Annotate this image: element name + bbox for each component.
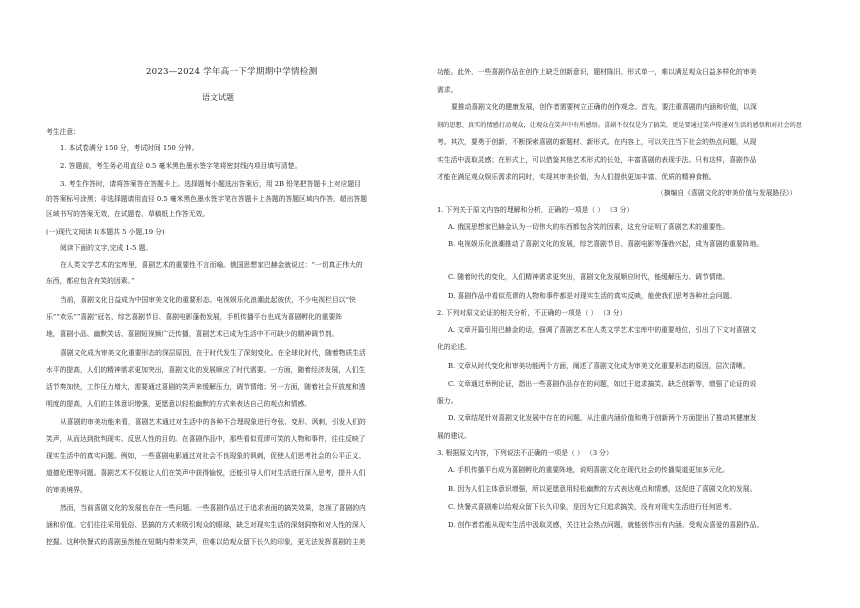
passage-line: 在人类文学艺术的宝库里，喜剧艺术的重要性不言而喻。俄国思想家巴赫金就说过：“一切真正伟大的 [60,261,363,269]
answer-option: C. 快餐式喜剧难以给观众留下长久印象，是因为它只追求搞笑，没有对现实生活进行任何思考。 [448,503,736,511]
question-stem: 3. 根据原文内容，下列说法不正确的一项是（ ） （3 分） [437,449,613,457]
answer-option: B. 电视娱乐化浪潮推动了喜剧文化的发展，综艺喜剧节目、喜剧电影等蓬勃兴起，成为喜剧的重要阵地。 [448,240,764,248]
passage-line: 要推动喜剧文化的健康发展，创作者需要树立正确的创作观念。首先，要注重喜剧的内涵和价值，以深 [451,103,757,111]
passage-line: 明度的提高，人们的主体意识增强，更愿意以轻松幽默的方式来表达自己的观点和情感。 [46,400,312,408]
passage-line: 地，喜剧小品、幽默笑话、喜剧短视频广泛传播，喜剧艺术已成为生活中不可缺少的精神调节剂。 [46,330,339,338]
passage-line: 东西，都应包含有笑的因素。” [46,277,135,285]
notice-line: 1. 本试卷满分 150 分，考试时间 150 分钟。 [60,144,199,152]
question-stem: 2. 下列对原文论证的相关分析，不正确的一项是（ ） （3 分） [437,309,627,317]
notice-line: 3. 考生作答时，请将答案答在答题卡上。选择题每小题选出答案后，用 2B 铅笔把答题卡上对应题目 [60,180,361,188]
passage-line: 道德伦理等问题。喜剧艺术不仅能让人们在笑声中获得愉悦，还能引导人们对生活进行深入思考，提升人们 [46,469,366,477]
passage-line: 功能。此外，一些喜剧作品在创作上缺乏创新意识，题材陈旧、形式单一，难以满足观众日益多样化的审美 [437,68,757,76]
passage-line: 乐”“欢乐”“喜剧”冠名，综艺喜剧节目、喜剧电影蓬勃发展，手机传播平台也成为喜剧孵化的重要阵 [46,313,343,321]
answer-option: A. 文章开篇引用巴赫金的话，强调了喜剧艺术在人类文学艺术宝库中的重要地位，引出了下文对喜剧文 [448,326,757,334]
passage-line: 的审美境界。 [46,486,87,494]
notice-line: 的答案标号涂黑；非选择题请用直径 0.5 毫米黑色墨水签字笔在答题卡上各题的答题区域内作答，超出答题 [46,195,367,203]
exam-title: 2023—2024 学年高一下学期期中学情检测 [146,67,318,77]
passage-line: 实生活中汲取灵感；在形式上，可以借鉴其他艺术形式的长处，丰富喜剧的表现手法。只有这样，喜剧作品 [437,156,757,164]
notice-line: 2. 答题前，考生务必用直径 0.5 毫米黑色墨水签字笔将密封线内项目填写清楚。 [60,162,302,170]
passage-line: 然而，当前喜剧文化的发展也存在一些问题。一些喜剧作品过于追求表面的搞笑效果，忽视了喜剧的内 [60,504,366,512]
answer-option: 服力。 [437,397,458,405]
answer-option: D. 文章结尾针对喜剧文化发展中存在的问题，从注重内涵价值和勇于创新两个方面提出了推动其健康发 [448,414,757,422]
exam-subtitle: 语文试题 [202,93,234,102]
answer-option: A. 手机传播平台成为喜剧孵化的重要阵地，说明喜剧文化在现代社会的传播渠道更加多元化。 [448,466,730,474]
answer-option: D. 创作者若能从现实生活中汲取灵感，关注社会热点问题，就能创作出有内涵、受观众喜爱的喜剧作品。 [448,521,764,529]
answer-option: B. 因为人们主体意识增强，所以更愿意用轻松幽默的方式表达观点和情感，这促进了喜剧文化的发展。 [448,485,757,493]
passage-line: 需求。 [437,86,458,94]
passage-line: 当前，喜剧文化日益成为中国审美文化的重要形态。电视娱乐化浪潮此起彼伏，不少电视栏目以“快 [60,296,356,304]
passage-line: 涵和价值。它们往往采用低俗、恶搞的方式来吸引观众的眼球，缺乏对现实生活的深刻洞察和对人性的深入 [46,521,366,529]
passage-line: 刻的思想、真实的情感打动观众，让观众在笑声中有所感悟。喜剧不仅仅是为了搞笑，更是要通过笑声传递对生活的感悟和对社会的思 [437,122,803,129]
answer-option: B. 文章从时代变化和审美功能两个方面，阐述了喜剧文化成为审美文化重要形态的原因，层次清晰。 [448,362,750,370]
section-heading: (一)现代文阅读 Ⅰ(本题共 5 小题,19 分) [46,228,165,236]
answer-option: C. 随着时代的变化，人们精神需求更突出，喜剧文化发展顺应时代，能缓解压力、调节情绪。 [448,273,730,281]
passage-source: （摘编自《喜剧文化的审美价值与发展路径》） [657,189,797,197]
passage-line: 现实生活中的真实问题。例如，一些喜剧电影通过对社会不良现象的讽刺，促使人们思考社会的公平正义、 [46,452,366,460]
passage-line: 从喜剧的审美功能来看，喜剧艺术通过对生活中的各种不合理现象进行夸张、变形、讽刺，引发人们的 [60,418,366,426]
notice-line: 区域书写的答案无效，在试题卷、草稿纸上作答无效。 [46,210,210,218]
passage-line: 活节奏加快，工作压力增大，需要通过喜剧的笑声来缓解压力，调节情绪；另一方面，随着社会开放度和透 [46,383,366,391]
answer-option: C. 文章通过举例论证，指出一些喜剧作品存在的问题，如过于追求搞笑、缺乏创新等，增强了论证的说 [448,380,757,388]
answer-option: 化的论述。 [437,343,471,351]
passage-line: 挖掘。这种快餐式的喜剧虽然能在短期内带来笑声，但难以给观众留下长久的印象，更无法发挥喜剧的主美 [46,538,366,546]
passage-line: 喜剧文化成为审美文化重要形态的深层原因，在于时代发生了深刻变化。在全球化时代，随着物质生活 [60,349,366,357]
question-stem: 1. 下列关于原文内容的理解和分析，正确的一项是（ ） （3 分） [437,206,634,214]
passage-line: 才能在满足观众娱乐需求的同时，实现其审美价值，为人们提供更加丰富、优质的精神食粮。 [437,173,716,181]
notice-heading: 考生注意： [46,128,80,136]
passage-line: 笑声，从而达到批判现实、反思人性的目的。在喜剧作品中，那些看似荒谬可笑的人物和事件，往往反映了 [46,435,366,443]
answer-option: A. 俄国思想家巴赫金认为一切伟大的东西都包含笑的因素，这充分证明了喜剧艺术的重要性。 [448,223,730,231]
reading-instruction: 阅读下面的文字,完成 1-5 题。 [60,244,153,252]
passage-line: 水平的提高，人们的精神需求更加突出，喜剧文化的发展顺应了时代需要。一方面，随着经济发展，人们生 [46,366,366,374]
answer-option: D. 喜剧作品中看似荒谬的人物和事件都是对现实生活的真实反映，能使我们思考各种社会问题。 [448,292,737,300]
answer-option: 展的建议。 [437,432,471,440]
passage-line: 考。其次，要勇于创新，不断探索喜剧的新题材、新形式。在内容上，可以关注当下社会的热点问题，从现 [437,138,757,146]
